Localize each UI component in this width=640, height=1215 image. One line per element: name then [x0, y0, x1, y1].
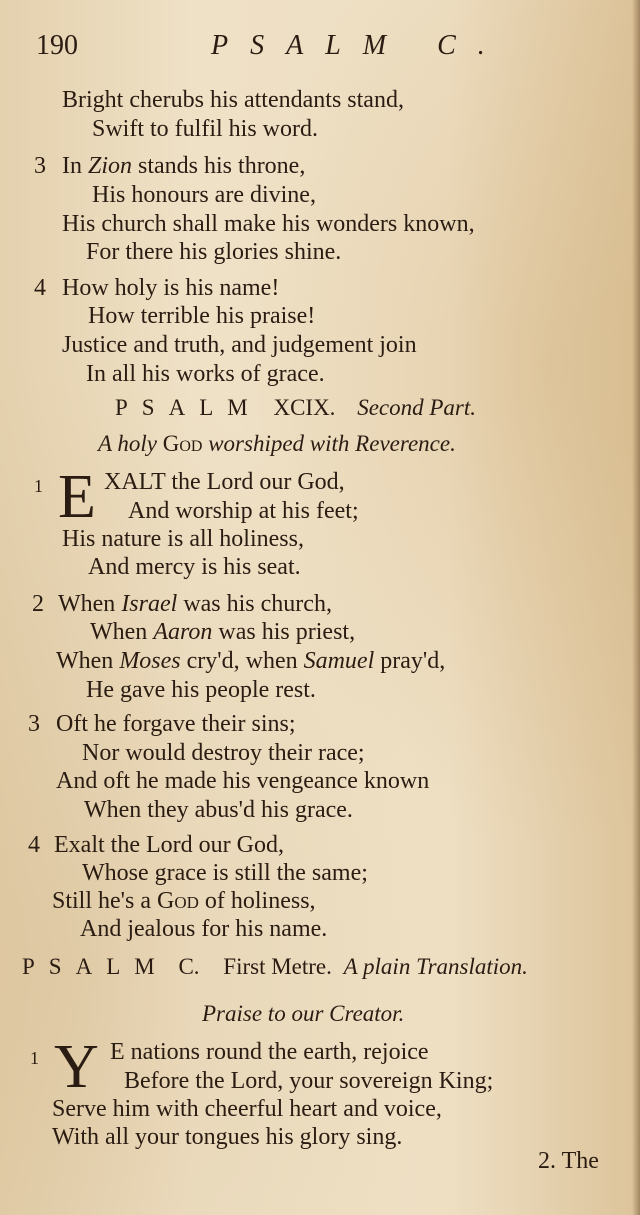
verse-line: And mercy is his seat.: [88, 554, 301, 580]
verse-line: How holy is his name!: [62, 275, 280, 301]
verse-line: When Moses cry'd, when Samuel pray'd,: [56, 648, 446, 674]
page-header: [36, 30, 596, 64]
verse-line: He gave his people rest.: [86, 677, 316, 703]
running-title: PSALM C.: [211, 30, 507, 61]
verse-line: When Aaron was his priest,: [90, 619, 356, 645]
verse-line: Nor would destroy their race;: [82, 740, 365, 766]
verse-line: For there his glories shine.: [86, 239, 342, 265]
stanza-number: 2: [32, 591, 44, 617]
psalm-subtitle: A holy God worshiped with Reverence.: [98, 431, 456, 456]
verse-line: And oft he made his vengeance known: [56, 768, 430, 794]
verse-line: When Israel was his church,: [58, 591, 332, 617]
verse-line: Still he's a God of holiness,: [52, 888, 316, 914]
page-number: 190: [36, 30, 78, 61]
verse-line: Oft he forgave their sins;: [56, 711, 296, 737]
verse-line: With all your tongues his glory sing.: [52, 1124, 403, 1150]
stanza-number: 3: [28, 711, 40, 737]
verse-line: Justice and truth, and judgement join: [62, 332, 417, 358]
stanza-number: 1: [34, 476, 43, 496]
catchword: 2. The: [538, 1148, 599, 1174]
verse-line: In Zion stands his throne,: [62, 153, 306, 179]
verse-line: Whose grace is still the same;: [82, 860, 368, 886]
verse-line: His nature is all holiness,: [62, 526, 304, 552]
psalm-subtitle: Praise to our Creator.: [202, 1001, 405, 1026]
stanza-number: 4: [28, 832, 40, 858]
verse-line: In all his works of grace.: [86, 361, 325, 387]
verse-line: Swift to fulfil his word.: [92, 116, 318, 142]
verse-line: His honours are divine,: [92, 182, 316, 208]
drop-cap: E: [58, 463, 96, 531]
verse-line: And jealous for his name.: [80, 916, 328, 942]
verse-line: Bright cherubs his attendants stand,: [62, 87, 404, 113]
verse-line: How terrible his praise!: [88, 303, 316, 329]
verse-line: His church shall make his wonders known,: [62, 211, 475, 237]
page-edge-shadow: [632, 0, 640, 1215]
drop-cap: Y: [54, 1033, 99, 1101]
verse-line: Before the Lord, your sovereign King;: [124, 1068, 494, 1094]
verse-line: XALT the Lord our God,: [104, 469, 345, 495]
verse-line: Exalt the Lord our God,: [54, 832, 284, 858]
verse-line: E nations round the earth, rejoice: [110, 1039, 429, 1065]
stanza-number: 1: [30, 1048, 39, 1068]
psalm-heading: PSALM C. First Metre. A plain Translation.: [22, 954, 528, 979]
verse-line: And worship at his feet;: [128, 498, 359, 524]
stanza-number: 3: [34, 153, 46, 179]
stanza-number: 4: [34, 275, 46, 301]
psalm-heading: PSALM XCIX. Second Part.: [115, 395, 476, 420]
verse-line: Serve him with cheerful heart and voice,: [52, 1096, 442, 1122]
verse-line: When they abus'd his grace.: [84, 797, 353, 823]
